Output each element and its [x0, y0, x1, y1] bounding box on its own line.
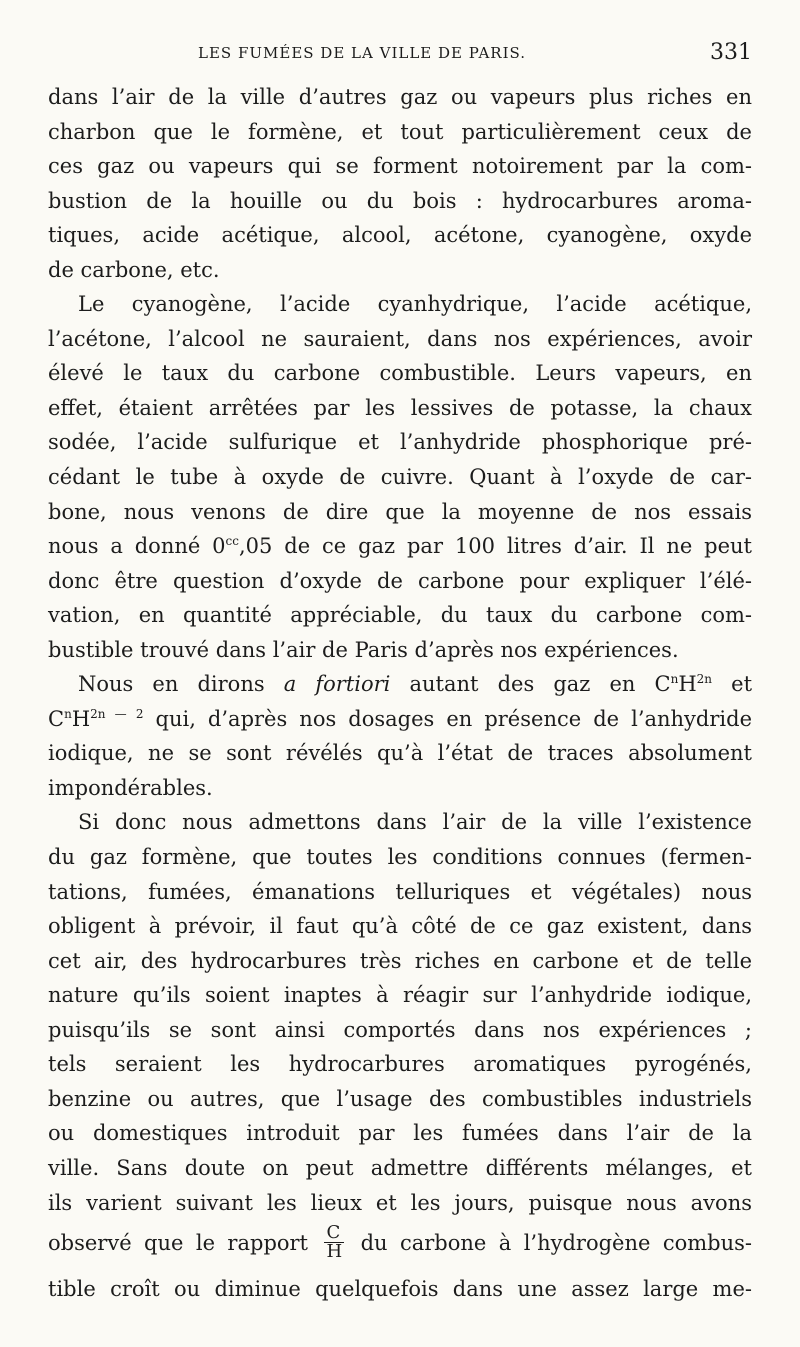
text-line: de carbone, etc.	[48, 257, 220, 282]
text-line: l’acétone, l’alcool ne sauraient, dans nos expériences, avoir	[48, 326, 752, 351]
text-line: tiques, acide acétique, alcool, acétone, cyanogène, oxyde	[48, 223, 752, 248]
text-line: ville. Sans doute on peut admettre différents mélanges, et	[48, 1155, 752, 1180]
text-line: ils varient suivant les lieux et les jours, puisque nous avons	[48, 1190, 752, 1215]
text-line: du gaz formène, que toutes les conditions connues (fermen-	[48, 845, 752, 870]
text-line-formula	[48, 702, 752, 737]
text-line: dans l’air de la ville d’autres gaz ou vapeurs plus riches en	[48, 85, 752, 109]
text-line: vation, en quantité appréciable, du taux du carbone com-	[48, 603, 752, 628]
text-line: donc être question d’oxyde de carbone pour expliquer l’élé-	[48, 568, 752, 593]
formula-superscript: n	[670, 672, 679, 687]
text-fragment: Nous en dirons	[78, 672, 284, 697]
italic-phrase: a fortiori	[283, 672, 391, 697]
text-fragment: du carbone à l’hydrogène combus-	[348, 1231, 752, 1256]
text-line: benzine ou autres, que l’usage des combustibles industriels	[48, 1086, 752, 1111]
text-line: bustible trouvé dans l’air de Paris d’après nos expériences.	[48, 637, 679, 662]
text-line: cédant le tube à oxyde de cuivre. Quant à l’oxyde de car-	[48, 465, 752, 490]
ratio-fraction	[324, 1224, 344, 1261]
fraction-numerator: C	[324, 1224, 344, 1243]
text-line-with-unit	[48, 529, 752, 564]
text-line: Le cyanogène, l’acide cyanhydrique, l’acide acétique,	[78, 292, 752, 317]
text-line: bone, nous venons de dire que la moyenne de nos essais	[48, 499, 752, 524]
text-line: tible croît ou diminue quelquefois dans une assez large me-	[48, 1277, 752, 1302]
text-line: nature qu’ils soient inaptes à réagir sur l’anhydride iodique,	[48, 983, 752, 1008]
body-text	[48, 80, 752, 1307]
formula-superscript: 2n — 2	[90, 706, 144, 721]
text-line: effet, étaient arrêtées par les lessives de potasse, la chaux	[48, 395, 752, 420]
text-line: ou domestiques introduit par les fumées dans l’air de la	[48, 1121, 752, 1146]
text-line: impondérables.	[48, 775, 213, 800]
text-fragment: et	[712, 672, 753, 697]
text-line: iodique, ne se sont révélés qu’à l’état de traces absolument	[48, 741, 752, 766]
unit-superscript: cc	[225, 534, 239, 549]
formula-superscript: 2n	[696, 672, 713, 687]
text-fragment: qui, d’après nos dosages en présence de l’anhydride	[143, 706, 752, 731]
text-fragment: observé que le rapport	[48, 1231, 321, 1256]
page-header	[48, 38, 752, 72]
text-line: cet air, des hydrocarbures très riches en carbone et de telle	[48, 948, 752, 973]
text-fragment: autant des gaz en C	[390, 672, 671, 697]
text-fragment: ,05 de ce gaz par 100 litres d’air. Il ne peut	[239, 534, 752, 559]
text-line: charbon que le formène, et tout particulièrement ceux de	[48, 119, 752, 144]
formula-element: H	[678, 672, 697, 697]
text-line: bustion de la houille ou du bois : hydrocarbures aroma-	[48, 188, 752, 213]
text-line-formula	[48, 667, 752, 702]
text-line: sodée, l’acide sulfurique et l’anhydride phosphorique pré-	[48, 430, 752, 455]
text-line-fraction	[48, 1220, 752, 1272]
text-line: puisqu’ils se sont ainsi comportés dans nos expériences ;	[48, 1017, 752, 1042]
text-line: ces gaz ou vapeurs qui se forment notoirement par la com-	[48, 154, 752, 179]
text-line: élevé le taux du carbone combustible. Leurs vapeurs, en	[48, 361, 752, 386]
text-line: tels seraient les hydrocarbures aromatiques pyrogénés,	[48, 1052, 752, 1077]
formula-element: C	[48, 706, 65, 731]
fraction-denominator: H	[326, 1241, 343, 1263]
text-line: Si donc nous admettons dans l’air de la ville l’existence	[78, 810, 752, 835]
page-number: 331	[710, 40, 752, 65]
formula-element: H	[71, 706, 91, 731]
text-line: tations, fumées, émanations telluriques et végétales) nous	[48, 879, 752, 904]
running-title: LES FUMÉES DE LA VILLE DE PARIS.	[198, 44, 527, 62]
text-line: obligent à prévoir, il faut qu’à côté de ce gaz existent, dans	[48, 914, 752, 939]
formula-superscript: n	[64, 706, 72, 721]
text-fragment: nous a donné 0	[48, 534, 226, 559]
